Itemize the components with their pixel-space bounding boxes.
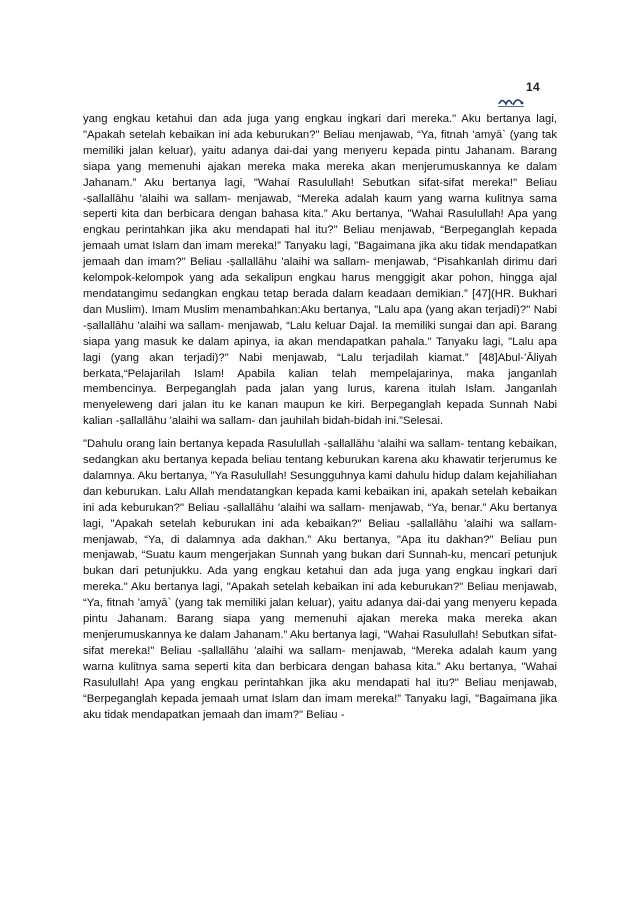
paragraph-1: yang engkau ketahui dan ada juga yang engkau ingkari dari mereka." Aku bertanya lagi, "Apakah setelah kebaikan ini ada keburukan?" Beliau menjawab, “Ya, fitnah 'amyā` (yang tak memiliki jalan keluar), yaitu adanya dai-dai yang menyeru kepada pintu Jahanam. Barang siapa yang memenuhi ajakan mereka maka mereka akan menjerumuskannya ke dalam Jahanam.” Aku bertanya lagi, "Wahai Rasulullah! Sebutkan sifat-sifat mereka!" Beliau -ṣallallāhu 'alaihi wa sallam- menjawab, “Mereka adalah kaum yang warna kulitnya sama seperti kita dan berbicara dengan bahasa kita.” Aku bertanya, "Wahai Rasulullah! Apa yang engkau perintahkan jika aku mendapati hal itu?" Beliau menjawab, “Berpeganglah kepada jemaah umat Islam dan imam mereka!” Tanyaku lagi, "Bagaimana jika aku tidak mendapatkan jemaah dan imam?" Beliau -ṣallallāhu 'alaihi wa sallam- menjawab, “Pisahkanlah dirimu dari kelompok-kelompok yang ada sekalipun engkau harus menggigit akar pohon, hingga ajal mendatangimu sedangkan engkau tetap berada dalam keadaan demikian.” [47](HR. Bukhari dan Muslim). Imam Muslim menambahkan:Aku bertanya, "Lalu apa (yang akan terjadi)?" Nabi -ṣallallāhu 'alaihi wa sallam- menjawab, “Lalu keluar Dajal. Ia memiliki sungai dan api. Barang siapa yang masuk ke dalam apinya, ia akan mendapatkan pahala." Tanyaku lagi, "Lalu apa lagi (yang akan terjadi)?" Nabi menjawab, “Lalu terjadilah kiamat.” [48]Abul-'Āliyah berkata,“Pelajarilah Islam! Apabila kalian telah mempelajarinya, maka janganlah membencinya. Berpeganglah pada jalan yang lurus, karena itulah Islam. Janganlah menyeleweng dari jalan itu ke kanan maupun ke kiri. Berpeganglah kepada Sunnah Nabi kalian -ṣallallāhu 'alaihi wa sallam- dan jauhilah bidah-bidah ini.”Selesai. xyxy=(83,113,557,428)
page-header xyxy=(488,80,548,110)
page-number: 14 xyxy=(526,80,540,94)
body-text xyxy=(83,112,557,723)
decorative-logo-icon xyxy=(496,94,526,108)
paragraph-2: "Dahulu orang lain bertanya kepada Rasulullah -ṣallallāhu 'alaihi wa sallam- tentang kebaikan, sedangkan aku bertanya kepada beliau tentang keburukan karena aku khawatir terjerumus ke dalamnya. Aku bertanya, "Ya Rasulullah! Sesungguhnya kami dahulu hidup dalam kejahiliahan dan keburukan. Lalu Allah mendatangkan kepada kami kebaikan ini, apakah setelah kebaikan ini ada keburukan?" Beliau -ṣallallāhu 'alaihi wa sallam- menjawab, “Ya, benar.” Aku bertanya lagi, "Apakah setelah keburukan ini ada kebaikan?" Beliau -ṣallallāhu 'alaihi wa sallam- menjawab, “Ya, di dalamnya ada dakhan.” Aku bertanya, "Apa itu dakhan?" Beliau pun menjawab, “Suatu kaum mengerjakan Sunnah yang bukan dari Sunnah-ku, mencari petunjuk bukan dari petunjukku. Ada yang engkau ketahui dan ada juga yang engkau ingkari dari mereka." Aku bertanya lagi, "Apakah setelah kebaikan ini ada keburukan?" Beliau menjawab, “Ya, fitnah 'amyā` (yang tak memiliki jalan keluar), yaitu adanya dai-dai yang menyeru kepada pintu Jahanam. Barang siapa yang memenuhi ajakan mereka maka mereka akan menjerumuskannya ke dalam Jahanam.” Aku bertanya lagi, "Wahai Rasulullah! Sebutkan sifat-sifat mereka!" Beliau -ṣallallāhu 'alaihi wa sallam- menjawab, “Mereka adalah kaum yang warna kulitnya sama seperti kita dan berbicara dengan bahasa kita.” Aku bertanya, "Wahai Rasulullah! Apa yang engkau perintahkan jika aku mendapati hal itu?" Beliau menjawab, “Berpeganglah kepada jemaah umat Islam dan imam mereka!” Tanyaku lagi, "Bagaimana jika aku tidak mendapatkan jemaah dan imam?" Beliau - xyxy=(83,438,557,721)
